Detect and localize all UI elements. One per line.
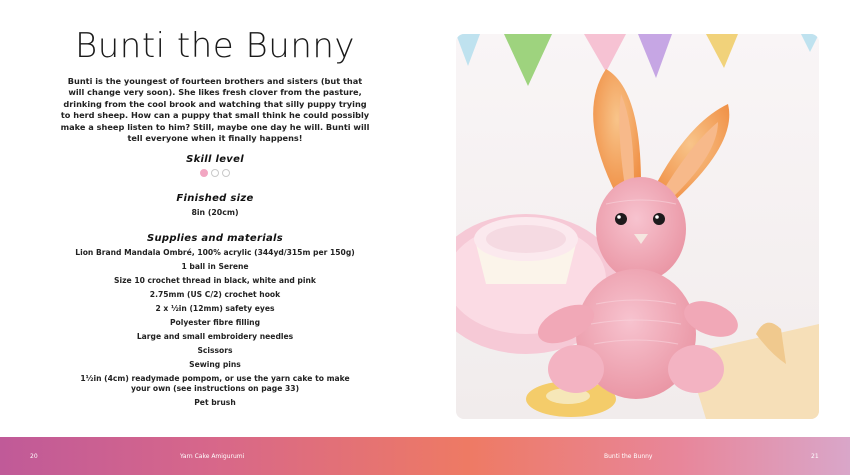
supply-item: Pet brush [194,397,236,407]
supplies-list [60,248,370,407]
supplies-heading: Supplies and materials [146,233,284,245]
left-running-title: Yarn Cake Amigurumi [180,453,245,460]
supply-item: Sewing pins [189,360,241,370]
supply-item: Large and small embroidery needles [136,332,294,342]
intro-paragraph: Bunti is the youngest of fourteen brothers and sisters (but that will change very soon). She likes fresh clover from the pasture, drinking from the cool brook and watching that silly puppy trying to herd sheep. How can a puppy that small think he could possibly make a sheep listen to him? Still, maybe one day he will. Bunti will tell everyone when it finally happens! [60,76,370,144]
bunny-photo [456,34,819,419]
amigurumi-bunny-illustration [456,34,819,419]
supply-item: 2.75mm (US C/2) crochet hook [149,290,281,300]
supply-item: Polyester fibre filling [169,318,261,328]
page-footer-band [0,437,850,475]
skill-dot [200,169,208,177]
supply-item: 1½in (4cm) readymade pompom, or use the yarn cake to make your own (see instructions on page 33) [80,374,350,393]
supply-item: Scissors [197,346,233,356]
supply-item: 2 x ½in (12mm) safety eyes [155,304,275,314]
skill-level-heading: Skill level [186,154,244,166]
supply-item: Lion Brand Mandala Ombré, 100% acrylic (344yd/315m per 150g) [75,248,355,258]
skill-dot [222,169,230,177]
page-title: Bunti the Bunny [74,26,356,66]
finished-size-heading: Finished size [176,193,254,205]
supply-item: 1 ball in Serene [181,262,249,272]
finished-size-value: 8in (20cm) [191,208,239,218]
supply-item: Size 10 crochet thread in black, white and pink [114,276,316,286]
right-page-number: 21 [811,453,819,460]
skill-level-rating [60,169,370,177]
skill-dot [211,169,219,177]
left-page-number: 20 [30,453,38,460]
left-page-content [60,24,370,412]
right-running-title: Bunti the Bunny [604,453,653,460]
